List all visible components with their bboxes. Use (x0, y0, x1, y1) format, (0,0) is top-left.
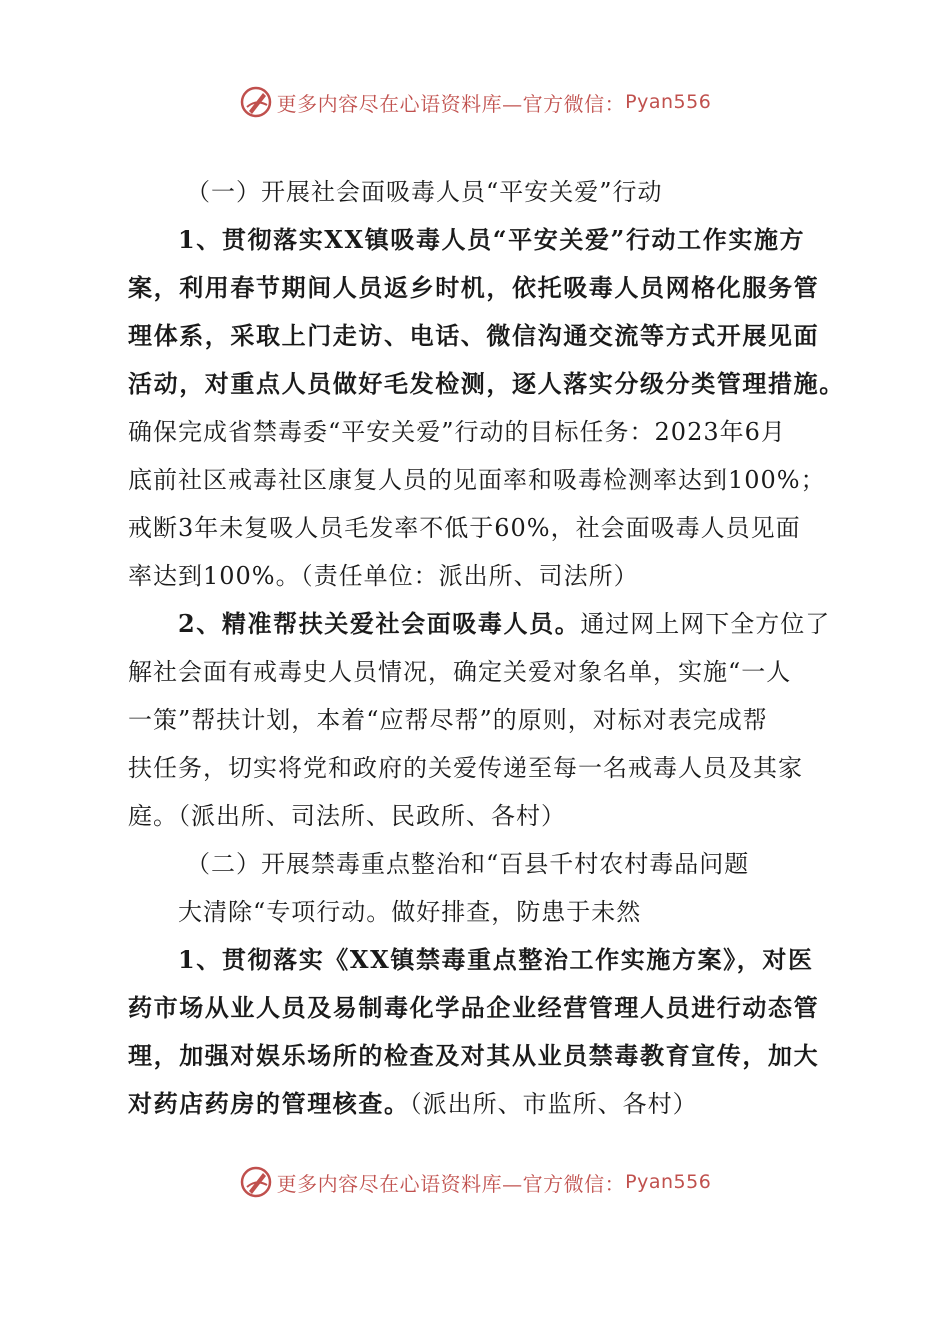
s1-item1-line2: 案，利用春节期间人员返乡时机，依托吸毒人员网格化服务管 (128, 273, 820, 302)
s2-item1-last-bold: 对药店药房的管理核查。 (128, 1089, 410, 1118)
s1-item2-rest: 通过网上网下全方位了 (580, 610, 831, 638)
s1-item1-line1: 1、贯彻落实XX镇吸毒人员“平安关爱”行动工作实施方 (178, 225, 806, 254)
s1-item1-line8: 率达到100%。（责任单位：派出所、司法所） (128, 562, 639, 590)
s2-item1-line3: 理，加强对娱乐场所的检查及对其从业员禁毒教育宣传，加大 (128, 1041, 820, 1070)
s2-item1-line2: 药市场从业人员及易制毒化学品企业经营管理人员进行动态管 (128, 993, 820, 1022)
s1-item2-line2: 解社会面有戒毒史人员情况，确定关爱对象名单，实施“一人 (128, 658, 792, 686)
watermark-footer (0, 1160, 950, 1204)
s1-item2-line4: 扶任务，切实将党和政府的关爱传递至每一名戒毒人员及其家 (128, 754, 803, 782)
s2-item1-line4 (128, 1080, 840, 1128)
s1-item2-line1 (128, 600, 840, 648)
s2-item1-line1: 1、贯彻落实《XX镇禁毒重点整治工作实施方案》，对医 (178, 945, 814, 974)
s2-item1-last-regular: （派出所、市监所、各村） (409, 1090, 698, 1118)
document-body (128, 168, 845, 1128)
watermark-header (0, 80, 950, 124)
watermark-text: 更多内容尽在心语资料库—官方微信： (276, 91, 626, 116)
section2-heading-line1: （二）开展禁毒重点整治和“百县千村农村毒品问题 (186, 850, 750, 878)
watermark-text: 更多内容尽在心语资料库—官方微信： (276, 1171, 626, 1196)
s1-item1-line7: 戒断3年未复吸人员毛发率不低于60%，社会面吸毒人员见面 (128, 514, 801, 542)
section2-heading-line2: 大清除“专项行动。做好排查，防患于未然 (178, 898, 642, 926)
s1-item1-line5: 确保完成省禁毒委“平安关爱”行动的目标任务：2023年6月 (128, 418, 786, 446)
s1-item1-line4: 活动，对重点人员做好毛发检测，逐人落实分级分类管理措施。 (128, 369, 845, 398)
section1-heading: （一）开展社会面吸毒人员“平安关爱”行动 (186, 178, 663, 206)
s1-item1-line6: 底前社区戒毒社区康复人员的见面率和吸毒检测率达到100%； (128, 466, 826, 494)
watermark-id: Pyan556 (625, 1171, 712, 1193)
s1-item2-line5: 庭。（派出所、司法所、民政所、各村） (128, 802, 566, 830)
s1-item2-lead: 2、精准帮扶关爱社会面吸毒人员。 (178, 609, 581, 638)
pen-logo-icon (239, 1165, 273, 1199)
s1-item2-line3: 一策”帮扶计划，本着“应帮尽帮”的原则，对标对表完成帮 (128, 706, 768, 734)
s1-item1-line3: 理体系，采取上门走访、电话、微信沟通交流等方式开展见面 (128, 321, 820, 350)
pen-logo-icon (239, 85, 273, 119)
watermark-id: Pyan556 (625, 91, 712, 113)
